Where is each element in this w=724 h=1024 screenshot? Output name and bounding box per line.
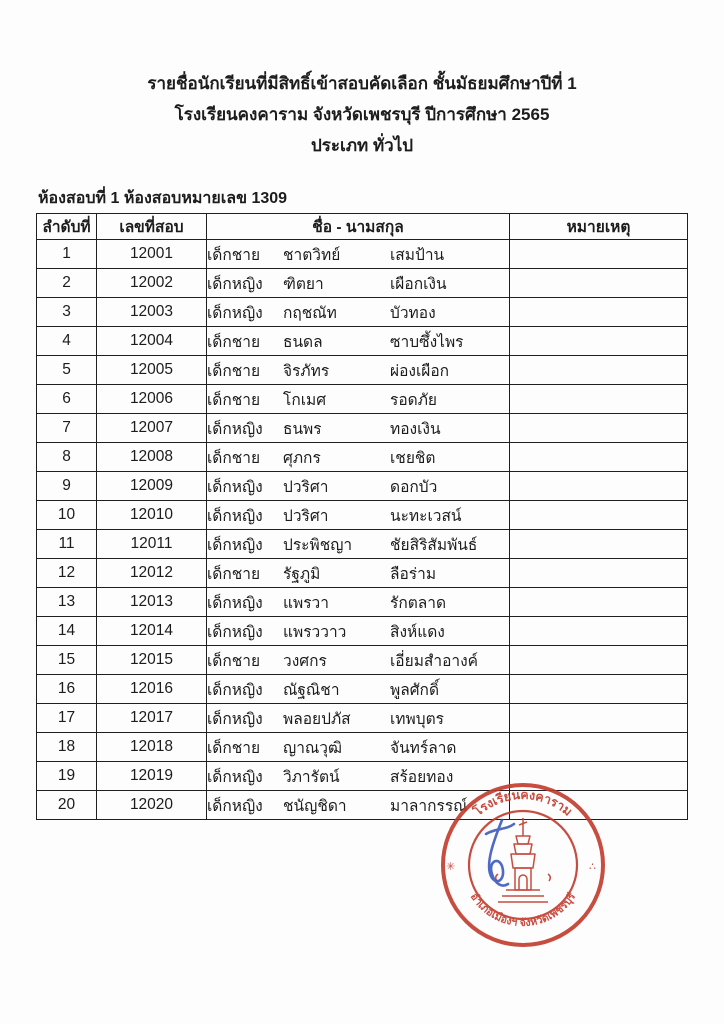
table-row [37,240,688,269]
cell-full-name [207,356,510,385]
student-first-name: ประพิชญา [283,536,353,554]
document-title-block [0,0,724,161]
student-last-name: ชัยสิริสัมพันธ์ [390,536,478,554]
cell-order: 9 [37,472,97,501]
student-first-name: รัฐภูมิ [283,565,321,583]
cell-order: 10 [37,501,97,530]
cell-full-name [207,414,510,443]
student-first-name: แพรวา [283,594,329,612]
cell-order: 15 [37,646,97,675]
student-first-name: ญาณวุฒิ [283,739,342,757]
student-last-name: จันทร์ลาด [390,739,457,757]
student-title: เด็กชาย [207,449,261,467]
cell-order: 8 [37,443,97,472]
table-row [37,646,688,675]
student-first-name: ปวริศา [283,507,329,525]
student-title: เด็กหญิง [207,681,263,699]
cell-exam-no: 12010 [97,501,207,530]
student-title: เด็กหญิง [207,478,263,496]
col-header-order: ลำดับที่ [37,214,97,240]
cell-full-name [207,588,510,617]
cell-remark [510,675,688,704]
cell-order: 3 [37,298,97,327]
student-title: เด็กชาย [207,565,261,583]
students-table [36,213,688,820]
student-title: เด็กชาย [207,333,261,351]
student-title: เด็กชาย [207,362,261,380]
student-last-name: สร้อยทอง [390,768,454,786]
cell-remark [510,588,688,617]
student-last-name: ดอกบัว [390,478,438,496]
cell-order: 16 [37,675,97,704]
table-row [37,733,688,762]
student-last-name: เอี่ยมสำอางค์ [390,652,479,670]
cell-remark [510,646,688,675]
cell-remark [510,327,688,356]
student-table-body [37,240,688,820]
table-row [37,356,688,385]
cell-exam-no: 12012 [97,559,207,588]
student-last-name: ทองเงิน [390,420,441,438]
table-row [37,762,688,791]
student-first-name: ชาตวิทย์ [283,246,341,264]
cell-remark [510,791,688,820]
cell-full-name [207,298,510,327]
cell-exam-no: 12006 [97,385,207,414]
cell-order: 1 [37,240,97,269]
stamp-top-text: โรงเรียนคงคาราม [471,787,575,819]
cell-full-name [207,443,510,472]
cell-full-name [207,704,510,733]
cell-remark [510,240,688,269]
student-title: เด็กหญิง [207,275,263,293]
student-title: เด็กชาย [207,391,261,409]
cell-full-name [207,617,510,646]
cell-exam-no: 12016 [97,675,207,704]
cell-exam-no: 12005 [97,356,207,385]
student-title: เด็กชาย [207,739,261,757]
col-header-remark: หมายเหตุ [510,214,688,240]
table-row [37,704,688,733]
table-row [37,791,688,820]
student-title: เด็กหญิง [207,420,263,438]
table-row [37,269,688,298]
col-header-name: ชื่อ - นามสกุล [207,214,510,240]
student-first-name: วงศกร [283,652,327,670]
cell-full-name [207,501,510,530]
cell-remark [510,704,688,733]
cell-full-name [207,733,510,762]
table-row [37,443,688,472]
cell-full-name [207,646,510,675]
cell-full-name [207,269,510,298]
student-first-name: ธนพร [283,420,322,438]
cell-exam-no: 12002 [97,269,207,298]
cell-full-name [207,530,510,559]
cell-exam-no: 12014 [97,617,207,646]
cell-order: 5 [37,356,97,385]
student-first-name: ฑิตยา [283,275,324,293]
svg-text:อำเภอเมืองฯ จังหวัดเพชรบุรี [468,890,579,929]
student-first-name: ศุภกร [283,449,321,467]
cell-exam-no: 12020 [97,791,207,820]
cell-order: 14 [37,617,97,646]
cell-full-name [207,327,510,356]
student-title: เด็กชาย [207,652,261,670]
cell-order: 4 [37,327,97,356]
student-title: เด็กหญิง [207,304,263,322]
stamp-bottom-text: อำเภอเมืองฯ จังหวัดเพชรบุรี [467,890,579,930]
cell-exam-no: 12019 [97,762,207,791]
cell-full-name [207,472,510,501]
cell-order: 17 [37,704,97,733]
student-last-name: เผือกเงิน [390,275,447,293]
cell-remark [510,733,688,762]
cell-exam-no: 12011 [97,530,207,559]
cell-order: 18 [37,733,97,762]
stamp-temple-emblem-icon [496,818,551,902]
cell-exam-no: 12003 [97,298,207,327]
cell-order: 13 [37,588,97,617]
cell-remark [510,385,688,414]
cell-exam-no: 12017 [97,704,207,733]
cell-exam-no: 12009 [97,472,207,501]
cell-full-name [207,675,510,704]
table-row [37,559,688,588]
exam-room-heading: ห้องสอบที่ 1 ห้องสอบหมายเลข 1309 [38,190,288,207]
student-first-name: จิรภัทร [283,362,330,380]
table-row [37,617,688,646]
table-header-row [37,214,688,240]
cell-exam-no: 12018 [97,733,207,762]
title-line-3: ประเภท ทั่วไป [310,136,414,155]
cell-remark [510,443,688,472]
student-first-name: พลอยปภัส [283,710,351,728]
student-last-name: พูลศักดิ์ [390,681,440,699]
student-first-name: วิภารัตน์ [283,768,340,786]
student-first-name: โกเมศ [283,391,327,409]
student-last-name: เสมป้าน [390,246,445,264]
table-row [37,501,688,530]
cell-order: 6 [37,385,97,414]
cell-exam-no: 12013 [97,588,207,617]
student-last-name: รักตลาด [390,594,447,612]
title-line-1: รายชื่อนักเรียนที่มีสิทธิ์เข้าสอบคัดเลือก ชั้นมัธยมศึกษาปีที่ 1 [147,74,577,93]
cell-order: 12 [37,559,97,588]
title-line-2: โรงเรียนคงคาราม จังหวัดเพชรบุรี ปีการศึกษา 2565 [174,105,550,124]
student-title: เด็กหญิง [207,797,263,815]
student-title: เด็กหญิง [207,594,263,612]
student-first-name: กฤชณัท [283,304,337,322]
col-header-exam-no: เลขที่สอบ [97,214,207,240]
student-title: เด็กหญิง [207,507,263,525]
cell-exam-no: 12015 [97,646,207,675]
stamp-left-mark-icon: ✳ [446,861,456,873]
cell-remark [510,501,688,530]
cell-remark [510,559,688,588]
cell-remark [510,617,688,646]
cell-exam-no: 12007 [97,414,207,443]
student-last-name: นะทะเวสน์ [390,507,462,525]
cell-remark [510,298,688,327]
cell-full-name [207,762,510,791]
cell-remark [510,472,688,501]
cell-exam-no: 12004 [97,327,207,356]
table-row [37,675,688,704]
cell-full-name [207,791,510,820]
student-last-name: มาลากรรณ์ [390,797,468,815]
cell-full-name [207,559,510,588]
student-last-name: ลือร่าม [390,565,437,583]
student-title: เด็กหญิง [207,768,263,786]
table-row [37,327,688,356]
table-row [37,298,688,327]
student-title: เด็กชาย [207,246,261,264]
cell-remark [510,269,688,298]
cell-order: 7 [37,414,97,443]
cell-exam-no: 12008 [97,443,207,472]
table-row [37,385,688,414]
signature [486,820,514,886]
table-row [37,588,688,617]
student-title: เด็กหญิง [207,623,263,641]
table-row [37,414,688,443]
student-title: เด็กหญิง [207,710,263,728]
cell-order: 2 [37,269,97,298]
student-first-name: ปวริศา [283,478,329,496]
student-last-name: สิงห์แดง [390,623,445,641]
cell-remark [510,762,688,791]
student-last-name: ซาบซึ้งไพร [390,333,464,351]
student-last-name: รอดภัย [390,391,437,409]
table-row [37,472,688,501]
stamp-right-mark-icon: ∴ [589,861,596,873]
student-last-name: บัวทอง [390,304,436,322]
student-last-name: เชยชิต [390,449,436,467]
student-title: เด็กหญิง [207,536,263,554]
student-first-name: ธนดล [283,333,323,351]
cell-exam-no: 12001 [97,240,207,269]
table-row [37,530,688,559]
cell-full-name [207,385,510,414]
cell-remark [510,414,688,443]
cell-full-name [207,240,510,269]
cell-order: 19 [37,762,97,791]
cell-order: 11 [37,530,97,559]
student-last-name: เทพบุตร [390,710,444,728]
student-first-name: ชนัญชิดา [283,797,347,815]
student-first-name: ณัฐณิชา [283,681,340,699]
cell-remark [510,530,688,559]
student-first-name: แพรววาว [283,623,347,641]
cell-remark [510,356,688,385]
cell-order: 20 [37,791,97,820]
student-last-name: ผ่องเผือก [390,362,450,380]
